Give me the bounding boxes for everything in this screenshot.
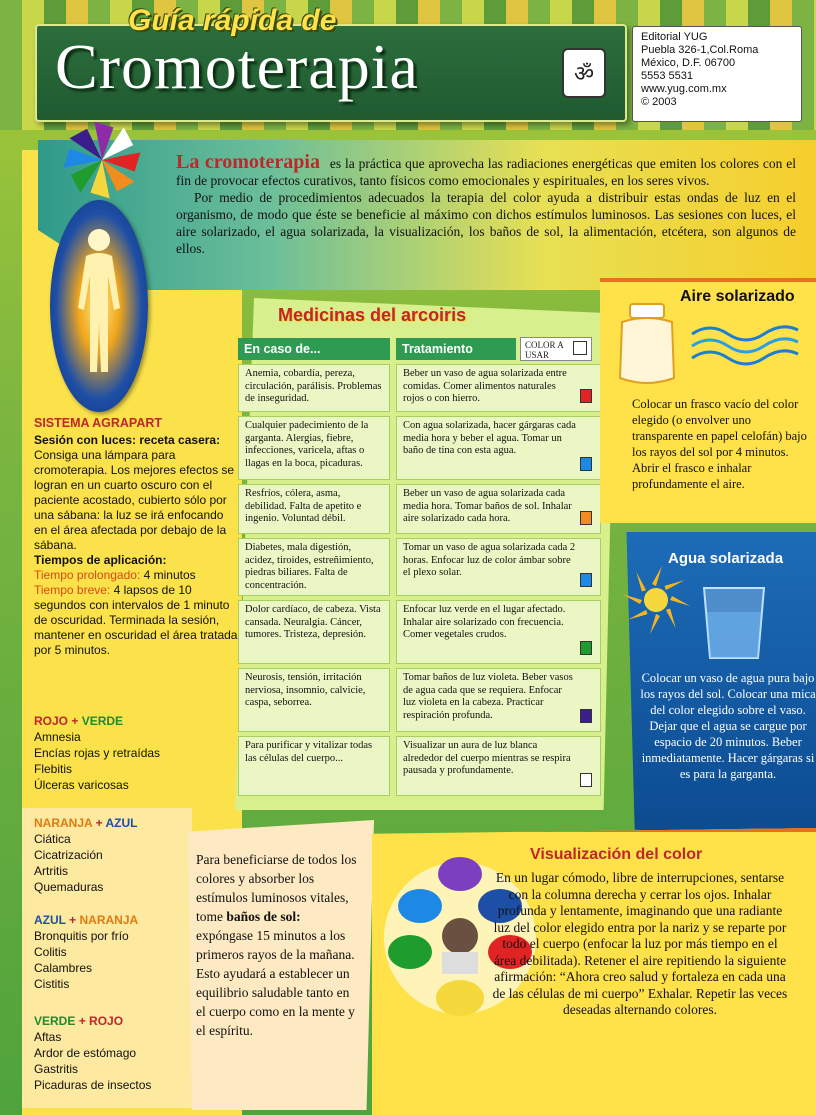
publisher-phone: 5553 5531 <box>641 70 693 82</box>
list-item: Ciática <box>34 832 71 846</box>
intro-paragraph-2: Por medio de procedimientos adecuados la terapia del color ayuda a distribuir estas ondas de luz en el organismo, de modo que éste se beneficie al máximo con dichos estímulos luminosos. Las sesiones con luces, el aire solarizado, el agua solarizada, la visualización, los baños de sol, la alimentación, etcétera, son algunos de ellos. <box>176 190 796 256</box>
table-row <box>238 668 608 732</box>
visualization-text: En un lugar cómodo, libre de interrupciones, sentarse con la columna derecha y cerrar los ojos. Inhalar profunda y lentamente, imaginando que una radiante luz del color elegido entra por la nariz y se reparte por todo el cuerpo (enfocar la luz por más tiempo en el área debilitada). Retener el aire repitiendo la siguiente afirmación: “Ahora creo salud y fortaleza en cada una de las células de mi cuerpo” Exhalar. Repetir las veces deseadas alternando colores. <box>492 870 788 1017</box>
column-header-color-label: COLOR A USAR <box>525 340 564 360</box>
color-swatch <box>580 573 592 587</box>
combo-color-1: ROJO <box>34 714 69 728</box>
combo-color-1: VERDE <box>34 1014 76 1028</box>
table-cell-case: Para purificar y vitalizar todas las células del cuerpo... <box>238 736 390 796</box>
list-item: Calambres <box>34 961 93 975</box>
table-row <box>238 416 608 480</box>
short-time-value: 4 lapsos de 10 segundos con intervalos de 1 minuto de oscuridad. Terminada la sesión, mantener en oscuridad el área tratada por 5 minutos. <box>34 583 238 657</box>
session-title: Sesión con luces: receta casera: <box>34 433 221 447</box>
table-cell-treatment <box>396 600 601 664</box>
treatment-text: Tomar un vaso de agua solarizada cada 2 horas. Enfocar luz de color ámbar sobre el plexo solar. <box>403 542 576 578</box>
publisher-box <box>632 26 802 122</box>
publisher-address2: México, D.F. 06700 <box>641 57 736 69</box>
times-title: Tiempos de aplicación: <box>34 553 167 567</box>
list-item: Picaduras de insectos <box>34 1078 152 1092</box>
combo-plus: + <box>95 816 103 830</box>
table-row <box>238 600 608 664</box>
guide-title: Guía rápida de <box>128 4 337 37</box>
session-body: Consiga una lámpara para cromoterapia. Los mejores efectos se logran en un cuarto oscuro con el paciente acostado, cubierto sólo por una sábana: la luz se irá enfocando en el área afectada por debajo de la sábana. <box>34 448 235 552</box>
water-glass-icon <box>696 582 772 662</box>
combo-color-2: VERDE <box>81 714 124 728</box>
list-item: Aftas <box>34 1030 62 1044</box>
table-cell-treatment <box>396 736 601 796</box>
table-cell-case: Resfríos, cólera, asma, debilidad. Falta de apetito e ingenio. Voluntad débil. <box>238 484 390 534</box>
aire-text: Colocar un frasco vacío del color elegido (o envolver uno transparente en papel celofán) bajo los rayos del sol por 4 minutos. Abrir el frasco e inhalar profundamente el aire. <box>632 397 807 491</box>
list-item: Cicatrización <box>34 848 103 862</box>
color-swatch <box>580 709 592 723</box>
table-cell-treatment <box>396 416 601 480</box>
table-cell-case: Diabetes, mala digestión, acidez, tiroides, estreñimiento, piedras biliares. Falta de concentración. <box>238 538 390 596</box>
color-swatch <box>580 511 592 525</box>
treatment-text: Beber un vaso de agua solarizada cada media hora. Tomar baños de sol. Inhalar aire solarizado cada hora. <box>403 488 572 524</box>
sun-bath-after: expóngase 15 minutos a los primeros rayos de la mañana. Esto ayudará a establecer un equilibrio saludable tanto en el cuerpo como en la mente y el espíritu. <box>196 928 355 1038</box>
column-header-color <box>520 337 592 361</box>
color-box-icon <box>573 341 587 355</box>
list-item: Úlceras varicosas <box>34 778 129 792</box>
intro-lead: La cromoterapia <box>176 151 320 173</box>
color-swatch <box>580 457 592 471</box>
combo-plus: + <box>71 714 79 728</box>
list-item: Colitis <box>34 945 67 959</box>
rainbow-pinwheel-icon <box>54 112 150 208</box>
table-cell-case: Neurosis, tensión, irritación nerviosa, insomnio, calvicie, caspa, seborrea. <box>238 668 390 732</box>
publisher-web: www.yug.com.mx <box>641 83 727 95</box>
table-row <box>238 538 608 596</box>
agua-title: Agua solarizada <box>668 550 784 567</box>
combo-plus: + <box>69 913 77 927</box>
table-cell-case: Anemia, cobardía, pereza, circulación, parálisis. Problemas de inseguridad. <box>238 364 390 412</box>
system-body <box>34 433 238 658</box>
list-item: Cistitis <box>34 977 70 991</box>
long-time-label: Tiempo prolongado: <box>34 568 141 582</box>
table-title: Medicinas del arcoiris <box>278 305 467 325</box>
combo-color-2: ROJO <box>89 1014 124 1028</box>
sun-bath-before: Para beneficiarse de todos los colores y absorber los estímulos luminosos vitales, tome <box>196 852 357 924</box>
combo-color-2: NARANJA <box>79 913 139 927</box>
combo-color-1: NARANJA <box>34 816 93 830</box>
wind-waves-icon <box>690 320 800 370</box>
combo-color-1: AZUL <box>34 913 66 927</box>
treatment-text: Con agua solarizada, hacer gárgaras cada media hora y beber el agua. Tomar un baño de tina con esta agua. <box>403 420 576 456</box>
column-header-case: En caso de... <box>238 338 390 360</box>
table-cell-treatment <box>396 538 601 596</box>
table-row <box>238 484 608 534</box>
om-symbol-icon: ॐ <box>562 48 606 98</box>
combo-color-2: AZUL <box>105 816 138 830</box>
treatment-text: Visualizar un aura de luz blanca alrededor del cuerpo mientras se respira pausada y profundamente. <box>403 740 571 776</box>
agua-text: Colocar un vaso de agua pura bajo los rayos del sol. Colocar una mica del color elegido sobre el vaso. Dejar que el agua se cargue por espacio de 20 minutos. Beber inmediatamente. Hacer gárgaras si es para la garganta. <box>640 671 816 781</box>
list-item: Gastritis <box>34 1062 79 1076</box>
color-swatch <box>580 773 592 787</box>
jar-icon <box>614 300 680 388</box>
long-time-value: 4 minutos <box>143 568 196 582</box>
list-item: Bronquitis por frío <box>34 929 129 943</box>
glowing-human-figure-icon <box>68 222 130 382</box>
intro-paragraph-1: es la práctica que aprovecha las radiaciones energéticas que emiten los colores con el fin de provocar efectos curativos, tanto físicos como emocionales y espirituales, en los seres vivos. <box>176 156 796 188</box>
list-item: Flebitis <box>34 762 73 776</box>
color-swatch <box>580 389 592 403</box>
publisher-copyright: © 2003 <box>641 96 677 108</box>
treatment-text: Beber un vaso de agua solarizada entre comidas. Comer alimentos naturales rojos o con hierro. <box>403 368 567 404</box>
list-item: Ardor de estómago <box>34 1046 137 1060</box>
treatment-text: Enfocar luz verde en el lugar afectado. Inhalar aire solarizado con frecuencia. Comer vegetales crudos. <box>403 604 566 640</box>
table-cell-treatment <box>396 668 601 732</box>
combo-block-1 <box>34 714 238 793</box>
list-item: Encías rojas y retraídas <box>34 746 161 760</box>
table-cell-treatment <box>396 364 601 412</box>
publisher-address1: Puebla 326-1,Col.Roma <box>641 44 759 56</box>
main-title: Cromoterapia <box>55 31 419 102</box>
aire-title: Aire solarizado <box>680 288 795 305</box>
list-item: Quemaduras <box>34 880 104 894</box>
publisher-name: Editorial YUG <box>641 31 708 43</box>
table-row <box>238 736 608 796</box>
system-title: SISTEMA AGRAPART <box>34 416 163 430</box>
intro-text <box>176 151 796 257</box>
sun-bath-bold: baños de sol: <box>226 909 301 924</box>
sun-bath-text <box>196 850 360 1040</box>
treatment-text: Tomar baños de luz violeta. Beber vasos de agua cada que se requiera. Enfocar luz violeta en la cabeza. Practicar respiración profunda. <box>403 672 573 721</box>
color-swatch <box>580 641 592 655</box>
short-time-label: Tiempo breve: <box>34 583 111 597</box>
list-item: Artritis <box>34 864 68 878</box>
visualization-title: Visualización del color <box>530 846 703 863</box>
table-cell-case: Cualquier padecimiento de la garganta. Alergias, fiebre, infecciones, varicela, aftas o llagas en la boca, picaduras. <box>238 416 390 480</box>
list-item: Amnesia <box>34 730 81 744</box>
table-cell-treatment <box>396 484 601 534</box>
column-header-treatment: Tratamiento <box>396 338 516 360</box>
combo-plus: + <box>78 1014 86 1028</box>
table-row <box>238 364 608 412</box>
table-cell-case: Dolor cardíaco, de cabeza. Vista cansada. Neuralgia. Cáncer, tumores. Tristeza, depresión. <box>238 600 390 664</box>
sun-icon <box>620 560 692 638</box>
